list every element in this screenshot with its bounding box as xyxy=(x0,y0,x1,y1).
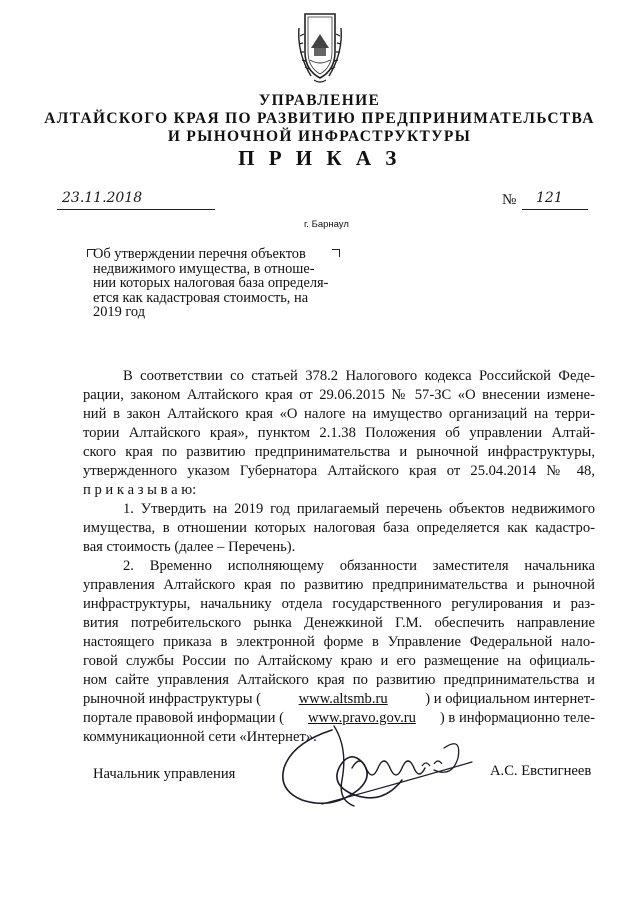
number-field xyxy=(522,191,588,210)
body-line-links-1 xyxy=(83,691,595,708)
body-line: ном сайте управления Алтайского края по развитию предпринимательства и xyxy=(83,672,595,688)
number-value: 121 xyxy=(536,190,563,206)
body-fragment: ) в информационно теле- xyxy=(439,710,595,726)
body-line: имущества, в отношении которых налоговая база определяется как кадастро- xyxy=(83,520,595,536)
date-field xyxy=(57,191,215,210)
number-label: № xyxy=(502,192,517,208)
subject-line: 2019 год xyxy=(93,304,146,321)
header-line-1: УПРАВЛЕНИЕ xyxy=(258,92,381,109)
body-line: утвержденного указом Губернатора Алтайского края от 25.04.2014 № 48, xyxy=(83,463,595,479)
body-fragment: ) и официальном интернет- xyxy=(425,691,595,707)
city: г. Барнаул xyxy=(304,219,349,230)
altsmb-link[interactable]: www.altsmb.ru xyxy=(298,691,388,707)
subject-line: недвижимого имущества, в отноше- xyxy=(93,260,315,277)
body-fragment: рыночной инфраструктуры ( xyxy=(83,691,262,707)
body-line: настоящего приказа в электронной форме в Управление Федеральной нало- xyxy=(83,634,595,650)
body-line: В соответствии со статьей 378.2 Налогового кодекса Российской Феде- xyxy=(123,368,595,384)
body-line: управления Алтайского края по развитию предпринимательства и рыночной xyxy=(83,577,595,593)
body-line: коммуникационной сети «Интернет». xyxy=(83,729,317,745)
document-title: П Р И К А З xyxy=(238,146,401,170)
header-line-2: АЛТАЙСКОГО КРАЯ ПО РАЗВИТИЮ ПРЕДПРИНИМАТЕЛЬСТВА xyxy=(44,110,595,127)
body-line: 1. Утвердить на 2019 год прилагаемый перечень объектов недвижимого xyxy=(123,501,595,517)
signatory-position: Начальник управления xyxy=(93,766,236,782)
body-line: вития потребительского рынка Денежкиной Г.М. обеспечить направление xyxy=(83,615,595,631)
body-line: ского края по развитию предпринимательства и рыночной инфраструктуры, xyxy=(83,444,595,460)
body-line: ний в закон Алтайского края «О налоге на имущество организаций на терри- xyxy=(83,406,595,422)
subject-line: нии которых налоговая база определя- xyxy=(93,275,329,292)
body-line: инфраструктуры, начальнику отдела государственного регулирования и раз- xyxy=(83,596,595,612)
pravo-link[interactable]: www.pravo.gov.ru xyxy=(307,710,416,726)
body-line: 2. Временно исполняющему обязанности заместителя начальника xyxy=(123,558,595,574)
body-fragment: портале правовой информации ( xyxy=(83,710,284,726)
body-line: говой службы России по Алтайскому краю и его размещение на официаль- xyxy=(83,653,595,669)
subject-line: ется как кадастровая стоимость, на xyxy=(93,289,309,306)
date-value: 23.11.2018 xyxy=(62,190,143,206)
body-line: рации, законом Алтайского края от 29.06.2015 № 57-ЗС «О внесении измене- xyxy=(83,387,595,403)
handwritten-signature xyxy=(262,718,480,820)
coat-of-arms xyxy=(297,8,343,86)
body-line: тории Алтайского края», пунктом 2.1.38 Положения об управлении Алтай- xyxy=(83,425,595,441)
subject-block xyxy=(93,247,353,320)
header-line-3: И РЫНОЧНОЙ ИНФРАСТРУКТУРЫ xyxy=(167,128,472,145)
body-line: вая стоимость (далее – Перечень). xyxy=(83,539,296,555)
signatory-name: А.С. Евстигнеев xyxy=(490,763,592,779)
subject-line: Об утверждении перечня объектов xyxy=(93,246,306,262)
order-word: п р и к а з ы в а ю: xyxy=(83,482,197,498)
